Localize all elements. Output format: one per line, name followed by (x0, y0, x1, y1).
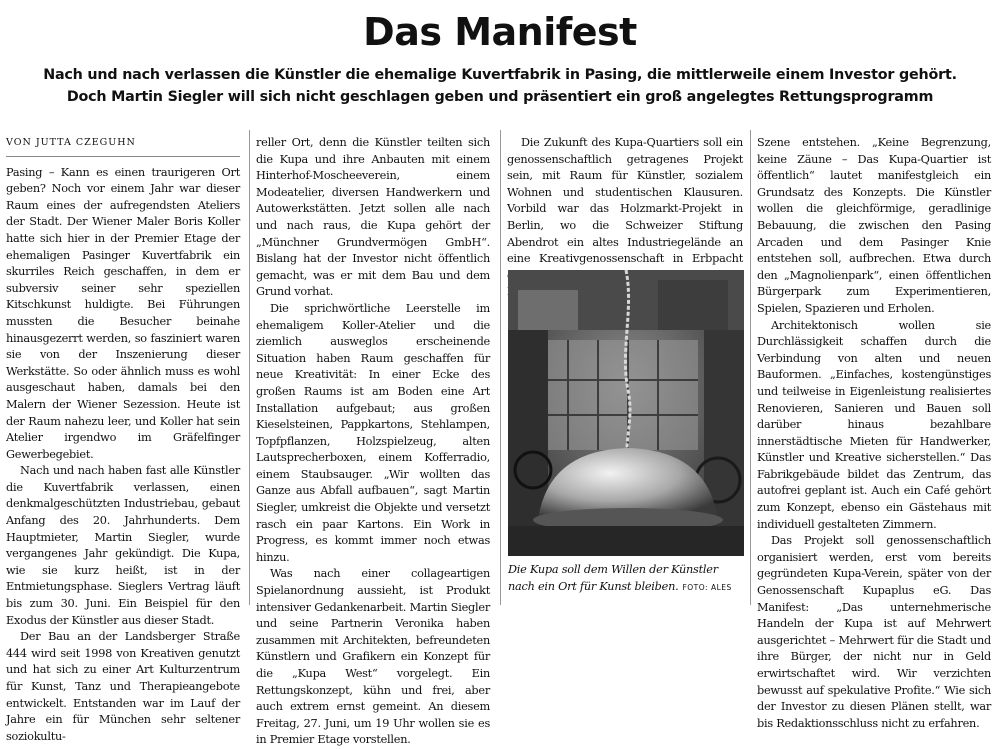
article-paragraph: Architektonisch wollen sie Durchlässigkeit schaffen durch die Verbindung von alten und neuen Bauformen. „Einfaches, kostengünstiges und teilweise in Eigenleistung realisiertes Renovieren, Sanieren und Bauen soll darüber hinaus bezahlbare innerstädtische Mieten für Handwerker, Künstler und Kreative sicherstellen.“ Das Fabrikgebäude bildet das Zentrum, das autofrei geplant ist. Auch ein Café gehört zum Konzept, ebenso ein Gästehaus mit individuell gestalteten Zimmern. (757, 318, 991, 531)
headline: Das Manifest (363, 10, 637, 54)
byline-divider (6, 156, 240, 157)
article-paragraph: Szene entstehen. „Keine Begrenzung, keine Zäune – Das Kupa-Quartier ist öffentlich“ lautet manifestgleich ein Grundsatz des Konzepts. Die Künstler wollen die gleichförmige, geradlinige Bebauung, die zwischen den Pasing Arcaden und dem Pasinger Knie entstehen soll, aufbrechen. Etwa durch den „Magnolienpark“, einen öffentlichen Bürgerpark zum Experimentieren, Spielen, Spazieren und Erholen. (757, 136, 991, 315)
article-paragraph: Pasing – Kann es einen traurigeren Ort geben? Noch vor einem Jahr war dieser Raum eines der aufregendsten Ateliers der Stadt. Der Wiener Maler Boris Koller hatte sich hier in der Premier Etage der ehemaligen Pasinger Kuvertfabrik ein skurriles Reich geschaffen, in dem er subversiv seiner sehr speziellen Kitschkunst huldigte. Bei Führungen mussten die Besucher beinahe hinausgezerrt werden, so fasziniert waren sie von der Inszenierung dieser Werkstätte. So oder ähnlich muss es wohl ausgeschaut haben, damals bei den Malern der Wiener Sezession. Heute ist der Raum nahezu leer, und Koller hat sein Atelier irgendwo im Gräfelfinger Gewerbegebiet. (6, 165, 240, 461)
article-paragraph: Die Zukunft des Kupa-Quartiers soll ein genossenschaftlich getragenes Projekt sein, mit Raum für Künstler, sozialem Wohnen und studentischen Klausuren. Vorbild war das Holzmarkt-Projekt in Berlin, wo die Schweizer Stiftung Abendrot ein altes Industriegelände an eine Kreativgenossenschaft in Erbpacht (507, 136, 743, 266)
photo-credit: FOTO: ALES (682, 582, 732, 592)
article-paragraph: Die sprichwörtliche Leerstelle im ehemaligem Koller-Atelier und die ziemlich ausweglos erscheinende Situation haben Raum geschaffen für neue Kreativität: In einer Ecke des großen Raums ist am Boden eine Art Installation aufgebaut; aus großen Kieselsteinen, Pappkartons, Stehlampen, Topfpflanzen, Holzspielzeug, alten Lautsprecherboxen, einem Kofferradio, einem Staubsauger. „Wir wollten das Ganze aus Abfall aufbauen“, sagt Martin Siegler, umkreist die Objekte und versetzt rasch ein paar Kartons. Ein Work in Progress, es kommt immer noch etwas hinzu. (256, 301, 490, 564)
caption-text: Die Kupa soll dem Willen der Künstler nach ein Ort für Kunst bleiben. (508, 563, 718, 593)
column-divider (750, 130, 751, 605)
byline: VON JUTTA CZEGUHN (6, 137, 136, 148)
article-column-2 (256, 135, 490, 749)
article-column-4 (757, 135, 991, 732)
column-divider (249, 130, 250, 605)
column-divider (500, 130, 501, 605)
article-paragraph: Nach und nach haben fast alle Künstler die Kuvertfabrik verlassen, einen denkmalgeschützten Industriebau, gebaut Anfang des 20. Jahrhunderts. Dem Hauptmieter, Martin Siegler, wurde vergangenes Jahr gekündigt. Die Kupa, wie sie kurz heißt, ist in der Entmietungsphase. Sieglers Vertrag läuft bis zum 30. Juni. Ein Beispiel für den Exodus der Künstler aus dieser Stadt. (6, 464, 240, 627)
article-paragraph: Das Projekt soll genossenschaftlich organisiert werden, erst vom bereits gegründeten Kupa-Verein, später von der Genossenschaft Kupaplus eG. Das Manifest: „Das unternehmerische Handeln der Kupa ist auf Mehrwert ausgerichtet – Mehrwert für die Stadt und ihre Bürger, der nicht nur in Geld erwirtschaftet wird. Wir verzichten bewusst auf spekulative Profite.“ Wie sich der Investor zu diesen Plänen stellt, war bis Redaktionsschluss nicht zu erfahren. (757, 534, 991, 730)
subheadline: Nach und nach verlassen die Künstler die ehemalige Kuvertfabrik in Pasing, die mittlerweile einem Investor gehört. Doch Martin Siegler will sich nicht geschlagen geben und präsentiert ein groß angelegtes Rettungsprogramm (43, 67, 957, 105)
photo-caption (508, 562, 744, 596)
article-paragraph: Der Bau an der Landsberger Straße 444 wird seit 1998 von Kreativen genutzt und hat sich zu einer Art Kulturzentrum für Kunst, Tanz und Therapieangebote entwickelt. Entstanden war im Lauf der Jahre ein für München sehr seltener soziokultu- (6, 630, 240, 743)
article-paragraph: Was nach einer collageartigen Spielanordnung aussieht, ist Produkt intensiver Gedankenarbeit. Martin Siegler und seine Partnerin Veronika haben zusammen mit Architekten, befreundeten Künstlern und Grafikern ein Konzept für die „Kupa West“ vorgelegt. Ein Rettungskonzept, kühn und frei, aber auch extrem ernst gemeint. An diesem Freitag, 27. Juni, um 19 Uhr wollen sie es in Premier Etage vorstellen. (256, 567, 490, 747)
article-paragraph: reller Ort, denn die Künstler teilten sich die Kupa und ihre Anbauten mit einem Hinterhof-Moscheeverein, einem Modeatelier, diversen Handwerkern und Autowerkstätten. Jetzt sollen alle nach und nach raus, die Kupa gehört der „Münchner Grundvermögen GmbH“. Bislang hat der Investor nicht öffentlich gemacht, was er mit dem Bau und dem Grund vorhat. (256, 136, 490, 299)
photo-illustration (508, 270, 744, 556)
article-photo (508, 270, 744, 556)
article-column-1 (6, 135, 240, 745)
